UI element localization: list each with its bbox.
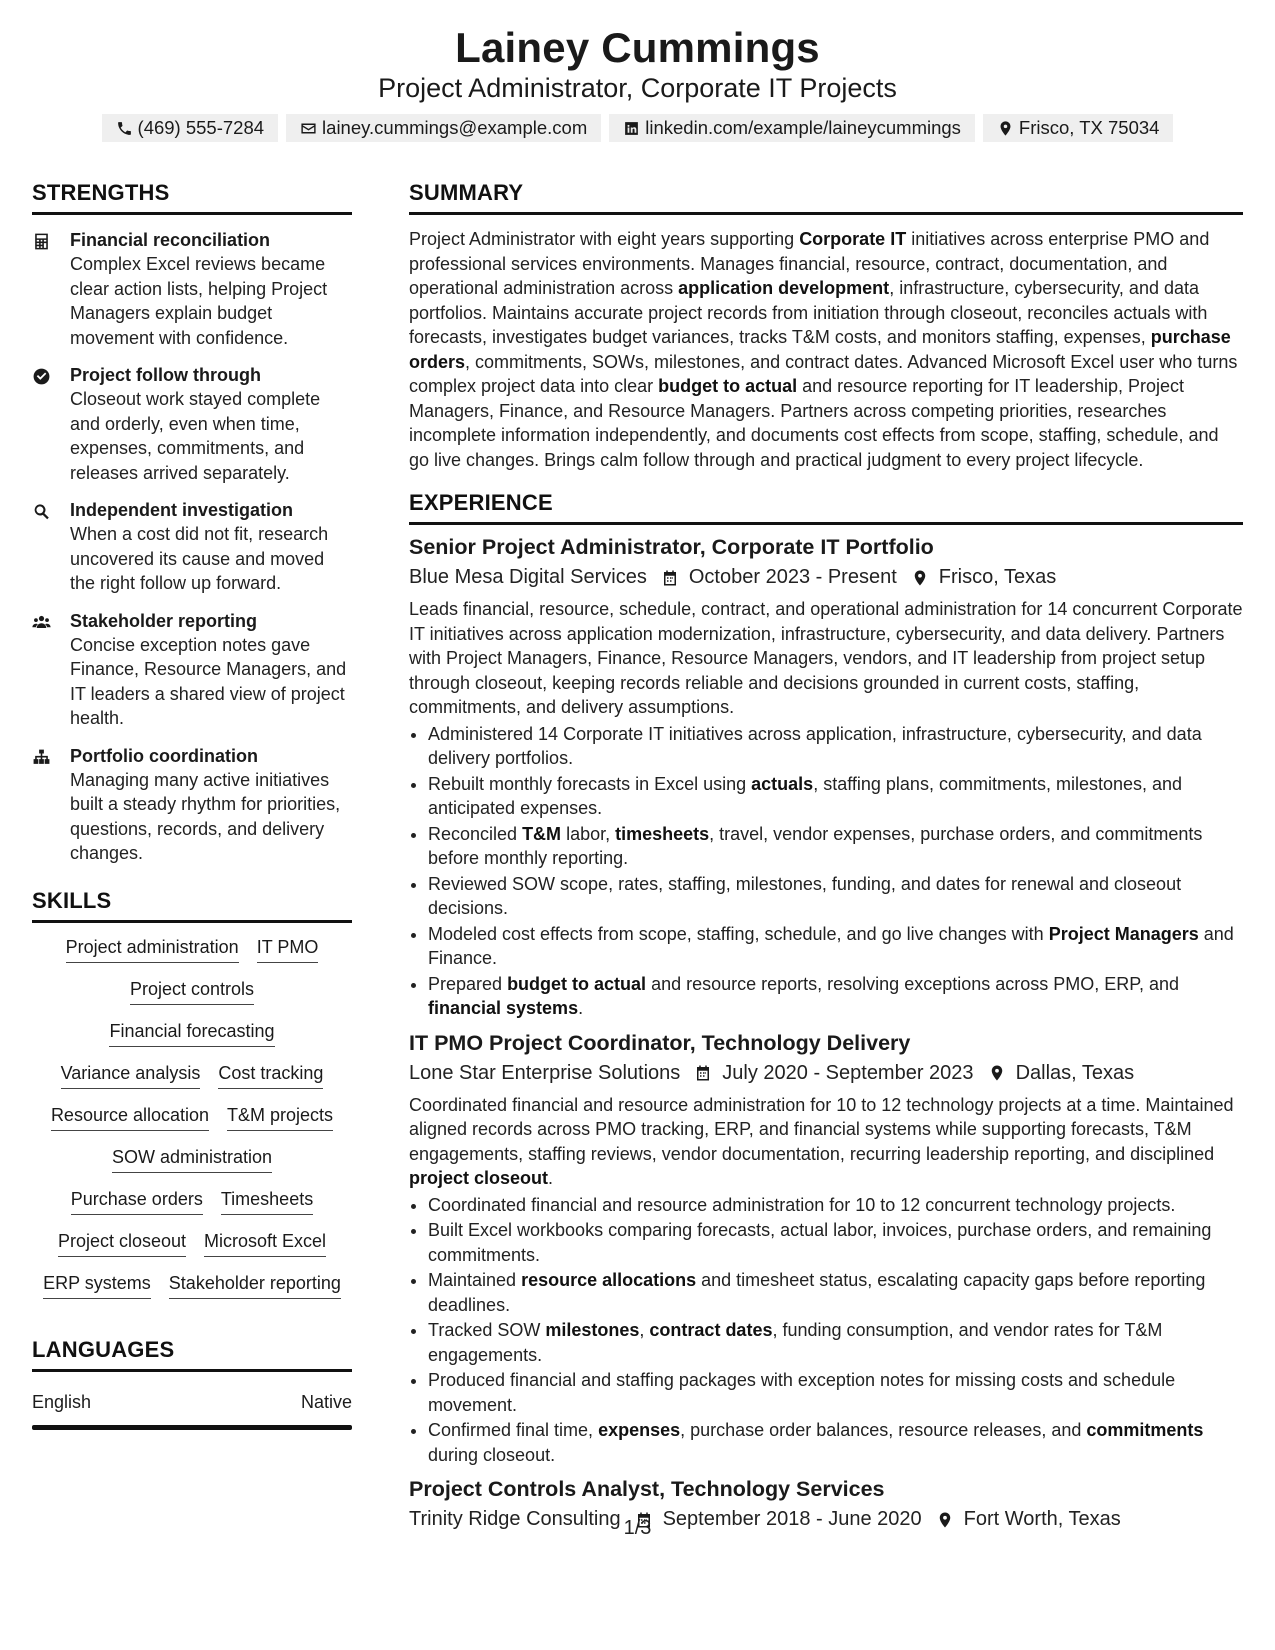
job-location: Fort Worth, Texas	[963, 1508, 1121, 1530]
text-run: Maintained	[428, 1270, 522, 1290]
text-run: during closeout.	[428, 1444, 556, 1465]
job-company: Lone Star Enterprise Solutions	[409, 1061, 681, 1084]
bold-text: timesheets	[615, 823, 710, 844]
contact-text: linkedin.com/example/laineycummings	[645, 117, 961, 138]
job-title: Project Controls Analyst, Technology Services	[409, 1477, 885, 1501]
summary-text	[409, 227, 1243, 472]
experience-heading: EXPERIENCE	[409, 490, 1243, 525]
skill-tag: Project closeout	[58, 1231, 186, 1257]
bold-text: actuals	[751, 773, 814, 794]
job-bullets	[409, 1193, 1243, 1468]
contact-bar	[0, 114, 1275, 142]
strength-item	[32, 610, 352, 731]
text-run: Coordinated financial and resource administration for 10 to 12 concurrent technology projects.	[428, 1194, 1176, 1215]
contact-text: (469) 555-7284	[137, 117, 265, 138]
strength-desc: Complex Excel reviews became clear action lists, helping Project Managers explain budget movement with confidence.	[70, 254, 328, 348]
skill-tag: Project controls	[130, 979, 254, 1005]
text-run: ,	[639, 1320, 650, 1340]
job-bullet	[428, 822, 1243, 871]
skill-tag: IT PMO	[257, 937, 319, 963]
strength-desc: Closeout work stayed complete and orderly, even when time, expenses, commitments, and releases arrived separately.	[70, 389, 321, 483]
contact-phone[interactable]	[102, 114, 279, 142]
skills-heading: SKILLS	[32, 888, 352, 923]
bold-text: project closeout	[409, 1168, 549, 1188]
skill-tag: Stakeholder reporting	[169, 1273, 341, 1299]
job-bullet	[428, 922, 1243, 971]
contact-email[interactable]	[286, 114, 601, 142]
skill-tag: Purchase orders	[71, 1189, 203, 1215]
text-run: Coordinated financial and resource administration for 10 to 12 technology projects at a time. Maintained aligned records across PMO tracking, ERP, and financial systems while supporting forecasts, T&M engagements, staffing reviews, vendor documentation, recurring leadership reporting, and disciplined	[409, 1094, 1234, 1164]
text-run: , staffing plans, commitments, milestones, and anticipated expenses.	[428, 773, 1183, 818]
job-dates: October 2023 - Present	[688, 566, 897, 588]
job-entry	[409, 535, 1243, 1021]
text-run: Project Administrator with eight years supporting	[409, 229, 800, 249]
job-bullets	[409, 722, 1243, 1021]
bold-text: Corporate IT	[799, 229, 907, 249]
strength-item	[32, 364, 352, 485]
search-icon	[32, 502, 51, 521]
email-icon	[300, 120, 317, 137]
text-run: Rebuilt monthly forecasts in Excel using	[428, 773, 752, 794]
text-run: , funding consumption, and vendor rates for T&M engagements.	[428, 1320, 1163, 1365]
bold-text: Project Managers	[1048, 923, 1199, 944]
strength-title: Stakeholder reporting	[70, 610, 258, 631]
text-run: , purchase order balances, resource releases, and	[680, 1420, 1087, 1440]
bold-text: milestones	[545, 1320, 640, 1340]
bold-text: financial systems	[428, 998, 579, 1018]
text-run: initiatives across enterprise PMO and professional services environments. Manages financial, resource, contract, documentation, and operational administration across	[409, 229, 1210, 298]
bold-text: expenses	[598, 1420, 681, 1440]
text-run: Confirmed final time,	[428, 1420, 599, 1440]
check-circle-icon	[32, 367, 51, 386]
text-run: and timesheet status, escalating capacity gaps before reporting deadlines.	[428, 1270, 1206, 1315]
job-bullet	[428, 872, 1243, 921]
text-run: Reviewed SOW scope, rates, staffing, milestones, funding, and dates for renewal and closeout decisions.	[428, 873, 1182, 918]
skill-tag: Resource allocation	[51, 1105, 209, 1131]
left-column	[32, 180, 352, 1430]
contact-linkedin[interactable]	[609, 114, 975, 142]
language-proficiency-track	[32, 1425, 352, 1430]
language-proficiency-bar	[32, 1425, 352, 1430]
location-icon	[988, 1064, 1006, 1082]
sitemap-icon	[32, 748, 51, 767]
strength-item	[32, 745, 352, 866]
job-dates: July 2020 - September 2023	[722, 1061, 974, 1084]
bold-text: T&M	[522, 823, 562, 844]
strength-title: Independent investigation	[70, 500, 294, 520]
contact-text: lainey.cummings@example.com	[322, 117, 588, 138]
language-name: English	[32, 1391, 92, 1412]
text-run: Leads financial, resource, schedule, contract, and operational administration for 14 concurrent Corporate IT initiatives across application modernization, infrastructure, cybersecurity, and data delivery. Partners with Project Managers, Finance, Resource Managers, vendors, and IT leadership from project setup through closeout, keeping records reliable and decisions grounded in current costs, staffing, commitments, and delivery assumptions.	[409, 599, 1243, 717]
job-bullet	[428, 1268, 1243, 1317]
text-run: labor,	[561, 823, 616, 844]
job-company: Trinity Ridge Consulting	[409, 1508, 621, 1530]
strengths-heading: STRENGTHS	[32, 180, 352, 215]
text-run: Administered 14 Corporate IT initiatives across application, infrastructure, cybersecurity, and data delivery portfolios.	[428, 723, 1202, 768]
job-title: Senior Project Administrator, Corporate IT Portfolio	[409, 535, 934, 559]
calculator-icon	[32, 232, 51, 251]
text-run: .	[548, 1168, 554, 1188]
strength-desc: Concise exception notes gave Finance, Resource Managers, and IT leaders a shared view of project health.	[70, 634, 347, 728]
skill-tag: Timesheets	[221, 1189, 313, 1215]
job-description	[409, 1093, 1243, 1191]
job-description	[409, 597, 1243, 720]
strength-item	[32, 229, 352, 350]
skill-tag: T&M projects	[227, 1105, 333, 1131]
candidate-title: Project Administrator, Corporate IT Projects	[378, 73, 897, 103]
job-title: IT PMO Project Coordinator, Technology Delivery	[409, 1030, 911, 1055]
contact-text: Frisco, TX 75034	[1018, 117, 1160, 138]
strength-item	[32, 499, 352, 596]
text-run: Reconciled	[428, 823, 523, 844]
text-run: Modeled cost effects from scope, staffing, schedule, and go live changes with	[428, 923, 1049, 944]
job-bullet	[428, 1368, 1243, 1417]
skills-list	[32, 937, 352, 1299]
job-entry	[409, 1031, 1243, 1468]
languages-list	[32, 1392, 352, 1430]
text-run: Built Excel workbooks comparing forecasts, actual labor, invoices, purchase orders, and remaining commitments.	[428, 1220, 1212, 1265]
skill-tag: Financial forecasting	[109, 1021, 274, 1047]
text-run: , commitments, SOWs, milestones, and contract dates. Advanced Microsoft Excel user who turns complex project data into clear	[409, 351, 1238, 396]
strength-desc: When a cost did not fit, research uncovered its cause and moved the right follow up forward.	[70, 524, 329, 593]
users-icon	[32, 613, 51, 632]
summary-heading: SUMMARY	[409, 180, 1243, 215]
strengths-list	[32, 229, 352, 866]
text-run: .	[578, 998, 584, 1018]
right-column	[409, 180, 1243, 1531]
bold-text: contract dates	[649, 1320, 773, 1340]
job-bullet	[428, 1318, 1243, 1367]
experience-list	[409, 535, 1243, 1531]
candidate-name: Lainey Cummings	[455, 24, 820, 71]
job-bullet	[428, 772, 1243, 821]
linkedin-icon	[623, 120, 640, 137]
skill-tag: SOW administration	[112, 1147, 272, 1173]
bold-text: commitments	[1086, 1420, 1204, 1440]
skill-tag: Cost tracking	[218, 1063, 323, 1089]
strength-title: Financial reconciliation	[70, 230, 271, 250]
language-level: Native	[300, 1391, 352, 1412]
text-run: Produced financial and staffing packages with exception notes for missing costs and schedule movement.	[428, 1370, 1176, 1415]
location-icon	[997, 120, 1014, 137]
text-run: , infrastructure, cybersecurity, and data portfolios. Maintains accurate project records from initiation through closeout, reconciles actuals with forecasts, investigates budget variances, tracks T&M costs, and monitors staffing, expenses,	[409, 278, 1208, 347]
job-company: Blue Mesa Digital Services	[409, 566, 647, 588]
job-bullet	[428, 1418, 1243, 1467]
skill-tag: Microsoft Excel	[204, 1231, 326, 1257]
page-number: 1/3	[623, 1517, 652, 1539]
text-run: Tracked SOW	[428, 1320, 546, 1340]
skill-tag: Project administration	[66, 937, 239, 963]
language-row	[32, 1392, 352, 1413]
text-run: Prepared	[428, 973, 508, 994]
text-run: and Finance.	[428, 923, 1234, 968]
location-icon	[911, 569, 929, 587]
job-bullet	[428, 722, 1243, 771]
bold-text: budget to actual	[507, 973, 647, 994]
languages-heading: LANGUAGES	[32, 1337, 352, 1372]
text-run: and resource reports, resolving exceptions across PMO, ERP, and	[646, 973, 1179, 994]
job-dates: September 2018 - June 2020	[662, 1508, 922, 1530]
bold-text: purchase orders	[409, 327, 1231, 372]
contact-location[interactable]	[983, 114, 1174, 142]
bold-text: budget to actual	[658, 376, 798, 396]
job-bullet	[428, 1218, 1243, 1267]
bold-text: application development	[678, 278, 890, 298]
calendar-icon	[661, 569, 679, 587]
calendar-icon	[694, 1064, 712, 1082]
skill-tag: Variance analysis	[61, 1063, 201, 1089]
job-location: Frisco, Texas	[938, 566, 1057, 588]
job-bullet	[428, 972, 1243, 1021]
job-meta	[409, 1062, 1243, 1085]
phone-icon	[116, 120, 133, 137]
strength-title: Portfolio coordination	[70, 745, 258, 766]
job-bullet	[428, 1193, 1243, 1218]
text-run: and resource reporting for IT leadership, Project Managers, Finance, and Resource Managers. Partners across competing priorities, researches incomplete information independently, and documents cost effects from scope, staffing, schedule, and go live changes. Brings calm follow through and practical judgment to every project lifecycle.	[409, 376, 1219, 470]
strength-desc: Managing many active initiatives built a steady rhythm for priorities, questions, records, and delivery changes.	[70, 769, 341, 863]
bold-text: resource allocations	[521, 1270, 697, 1290]
text-run: , travel, vendor expenses, purchase orders, and commitments before monthly reporting.	[428, 823, 1203, 868]
skill-tag: ERP systems	[43, 1273, 151, 1299]
job-meta	[409, 566, 1243, 589]
strength-title: Project follow through	[70, 365, 261, 385]
job-location: Dallas, Texas	[1015, 1061, 1135, 1084]
